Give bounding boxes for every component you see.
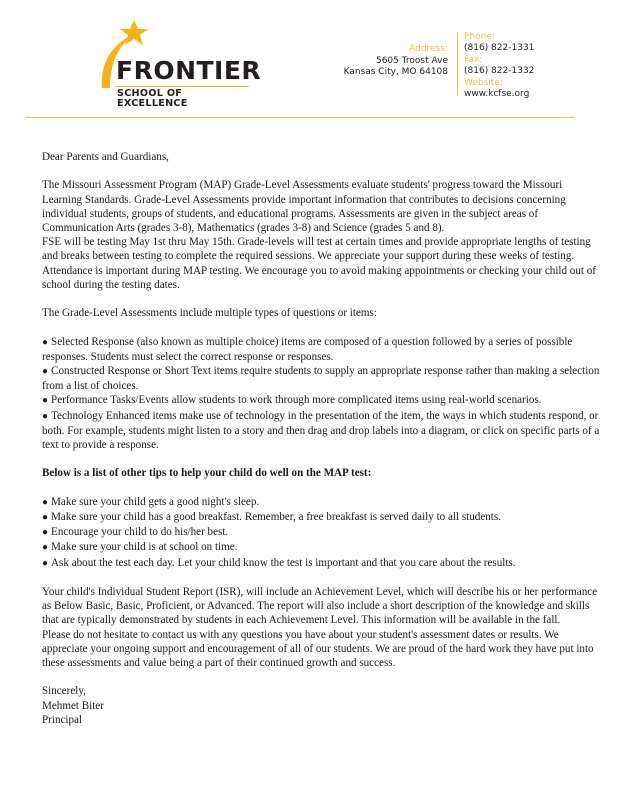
phone-number[interactable]: (816) 822-1331: [464, 43, 535, 54]
address-label: Address:: [409, 44, 448, 54]
intro-paragraph: The Missouri Assessment Program (MAP) Grade-Level Assessments evaluate students' progress toward the Missouri Learning Standards. Grade-Level Assessments provide important information that contributes to decisions concerning individual students, groups of students, and educational programs. Assessments are given in the subject areas of Communication Arts (grades 3-8), Mathematics (grades 3-8) and Science (grades 5 and 8).: [42, 179, 566, 234]
contact-block: [464, 32, 534, 100]
bullet-icon: ●: [42, 496, 49, 508]
list-item: ● Make sure your child is at school on time.: [42, 541, 238, 554]
header-divider: [26, 117, 574, 118]
list-item: ● Technology Enhanced items make use of technology in the presentation of the item, the ways in which students respond, or both. For example, students might listen to a story and then drag and drop labels into a diagram, or click on specific parts of a text to provide a response.: [42, 409, 600, 452]
tips-list: [42, 495, 602, 571]
salutation: Dear Parents and Guardians,: [42, 151, 169, 163]
item-types-list: [42, 335, 602, 453]
list-item: ● Performance Tasks/Events allow students to work through more complicated items using real-world scenarios.: [42, 394, 542, 407]
logo-wordmark: FRONTIER: [116, 56, 262, 85]
signer-title: Principal: [42, 713, 83, 726]
school-logo: [72, 18, 262, 109]
list-item: ● Selected Response (also known as multiple choice) items are composed of a question followed by a series of possible responses. Students must select the correct response or responses.: [42, 335, 573, 363]
header-vertical-divider: [457, 33, 458, 95]
bullet-icon: ●: [42, 527, 49, 539]
bullet-icon: ●: [42, 512, 49, 523]
website-link[interactable]: www.kcfse.org: [464, 89, 530, 100]
address-line-1: 5605 Troost Ave: [375, 55, 448, 66]
website-label: Website:: [464, 77, 503, 88]
item-types-intro: The Grade-Level Assessments include multiple types of questions or items:: [42, 307, 377, 320]
phone-label: Phone:: [464, 32, 495, 42]
list-item: ● Constructed Response or Short Text items require students to supply an appropriate response rather than making a selection from a list of choices.: [42, 365, 600, 393]
letter-body: [42, 150, 602, 727]
logo-underline: [115, 86, 249, 87]
address-line-2: Kansas City, MO 64108: [343, 67, 448, 77]
bullet-icon: ●: [42, 557, 49, 569]
signer-name: Mehmet Biter: [42, 699, 104, 712]
list-item: ● Make sure your child gets a good night's sleep.: [42, 495, 260, 508]
testing-paragraph: FSE will be testing May 1st thru May 15th. Grade-levels will test at certain times and provide appropriate lengths of testing and breaks between testing to complete the required sessions. We appreciate your support during these weeks of testing. Attendance is important during MAP testing. We encourage you to avoid making appointments or checking your child out of school during the testing dates.: [42, 236, 596, 291]
list-item: ● Ask about the test each day. Let your child know the test is important and that you care about the results.: [42, 556, 516, 569]
list-item: ● Make sure your child has a good breakfast. Remember, a free breakfast is served daily to all students.: [42, 511, 501, 523]
bullet-icon: ●: [42, 542, 49, 554]
bullet-icon: ●: [42, 336, 49, 348]
fax-number: (816) 822-1332: [464, 66, 535, 77]
isr-paragraph: Your child's Individual Student Report (ISR), will include an Achievement Level, which will describe his or her performance as Below Basic, Basic, Proficient, or Advanced. The report will also include a short description of the knowledge and skills that are typically demonstrated by students in each Achievement Level. This information will be available in the fall.: [42, 586, 598, 627]
list-item: ● Encourage your child to do his/her best.: [42, 526, 229, 539]
closing: Sincerely,: [42, 685, 86, 698]
bullet-icon: ●: [42, 366, 49, 377]
contact-paragraph: Please do not hesitate to contact us with any questions you have about your student's assessment dates or results. We appreciate your ongoing support and encouragement of all of our students. We are proud of the hard work they have put into these assessments and value being a part of their continued growth and success.: [42, 628, 594, 670]
bullet-icon: ●: [42, 410, 49, 422]
address-block: [344, 44, 448, 79]
bullet-icon: ●: [42, 395, 49, 407]
fax-label: Fax:: [464, 54, 483, 65]
tips-heading: Below is a list of other tips to help your child do well on the MAP test:: [42, 467, 372, 480]
logo-subtitle: SCHOOL OF EXCELLENCE: [117, 88, 188, 109]
